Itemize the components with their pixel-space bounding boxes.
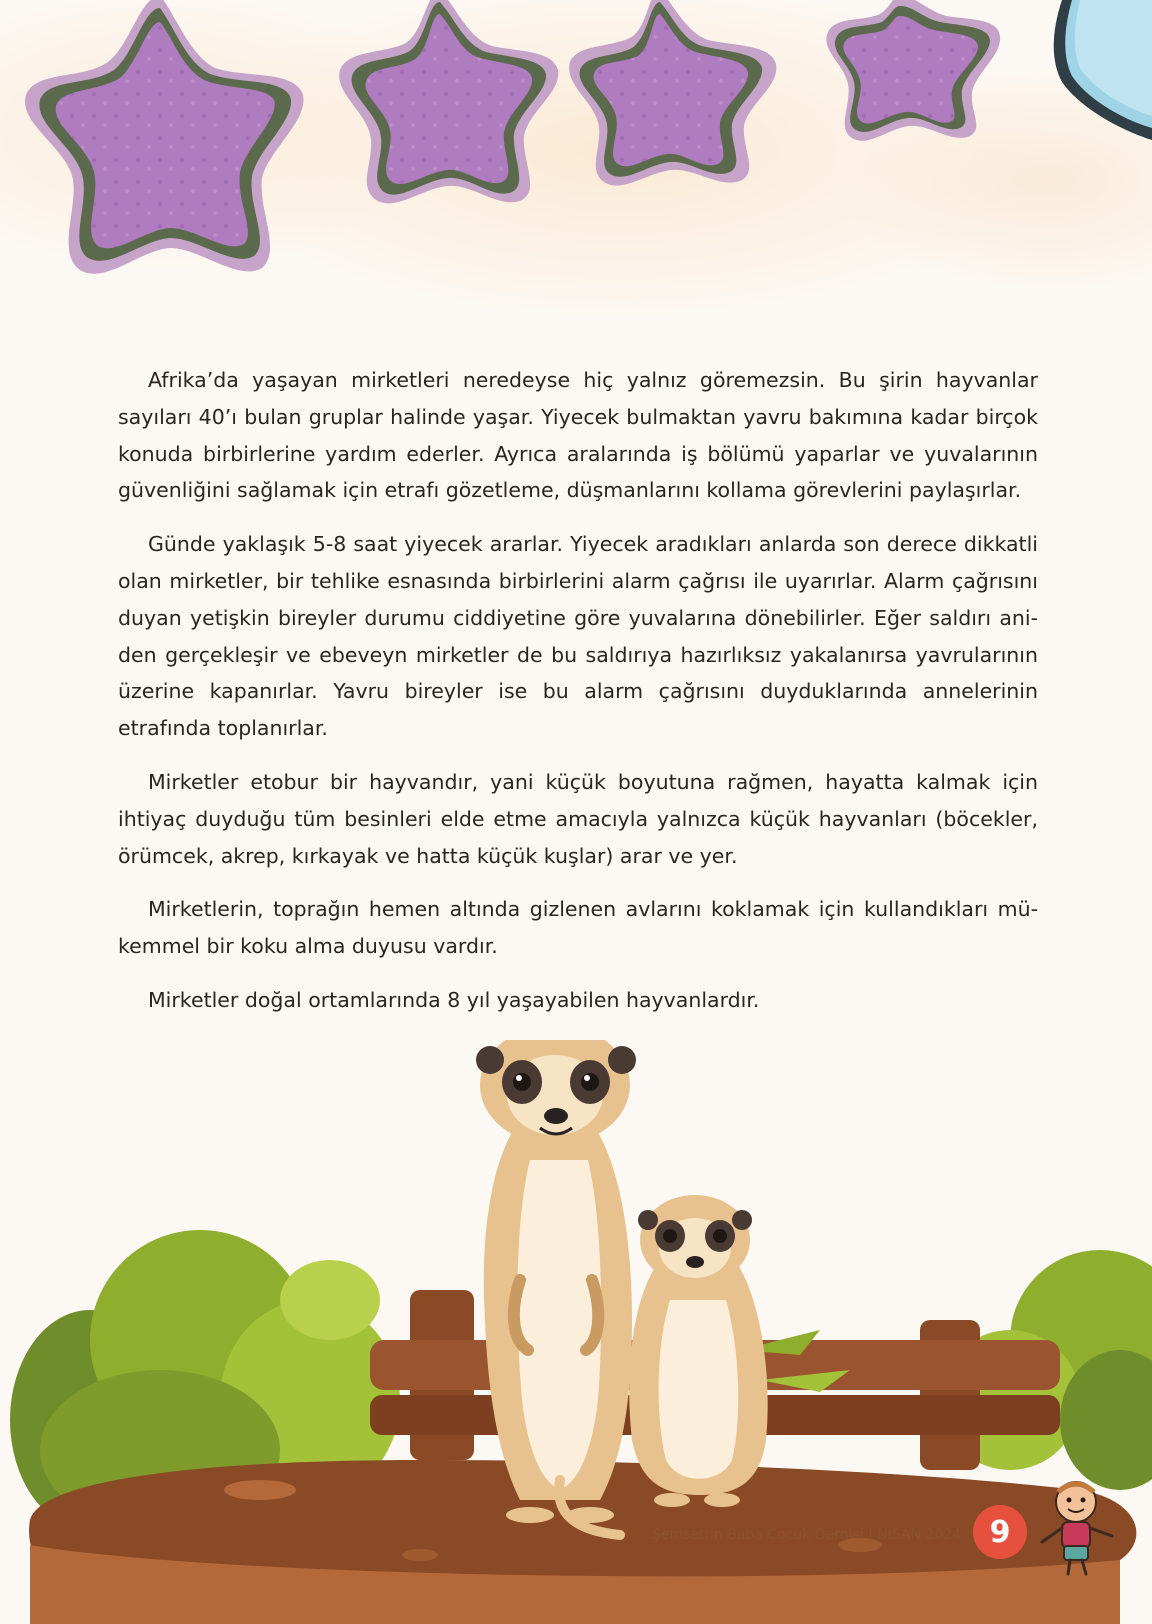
kid-mascot-icon bbox=[1024, 1478, 1128, 1578]
paragraph: Günde yaklaşık 5-8 saat yiyecek ararlar. Yiyecek aradıkları anlarda son derece dikkatli olan mirketler, bir tehlike esnasında birbirlerini alarm çağrısı ile uyarırlar. Alarm çağrısını duyan yetişkin bireyler durumu ciddiyetine göre yuvalarına dönebilirler. Eğer saldırı aniden gerçekleşir ve ebeveyn mirketler de bu saldırıya hazırlıksız yakalanırsa yavrularının üzerine kapanırlar. Yavru bireyler ise bu alarm çağrısını duyduklarında annelerinin etrafında toplanırlar. bbox=[118, 532, 1038, 741]
star-decoration-2 bbox=[339, 0, 558, 203]
paragraph: Mirketler etobur bir hayvandır, yani küçük boyutuna rağmen, hayatta kalmak için ihtiyaç duyduğu tüm besinleri elde etme amacıyla yalnızca küçük hayvanları (böcekler, örümcek, akrep, kırkayak ve hatta küçük kuşlar) arar ve yer. bbox=[118, 769, 1038, 868]
meerkat-young bbox=[629, 1195, 767, 1507]
star-decoration-1 bbox=[25, 0, 303, 274]
article-body bbox=[118, 362, 1038, 1036]
star-decoration-3 bbox=[569, 0, 776, 186]
paragraph: Mirketler doğal ortamlarında 8 yıl yaşayabilen hayvanlardır. bbox=[148, 987, 760, 1012]
page-number-badge: 9 bbox=[973, 1505, 1027, 1559]
blue-window-decoration bbox=[1054, 0, 1152, 140]
star-decoration-4 bbox=[826, 0, 1000, 141]
star-decorations bbox=[0, 0, 1152, 290]
paragraph: Mirketlerin, toprağın hemen altında gizlenen avlarını koklamak için kullandıkları mükemmel bir koku alma duyusu vardır. bbox=[118, 897, 1038, 959]
footer-magazine-info: Şemsettin Baba Çocuk Dergisi | NİSAN 2024 bbox=[652, 1527, 962, 1543]
paragraph: Afrika’da yaşayan mirketleri neredeyse hiç yalnız göremezsin. Bu şirin hayvanlar sayıları 40’ı bulan gruplar halinde yaşar. Yiyecek bulmaktan yavru bakımına kadar birçok konuda birbirlerine yardım ederler. Ayrıca aralarında iş bölümü yaparlar ve yuvalarının güvenliğini sağlamak için etrafı gözetleme, düşmanlarını kollama görevlerini paylaşırlar. bbox=[118, 368, 1038, 503]
